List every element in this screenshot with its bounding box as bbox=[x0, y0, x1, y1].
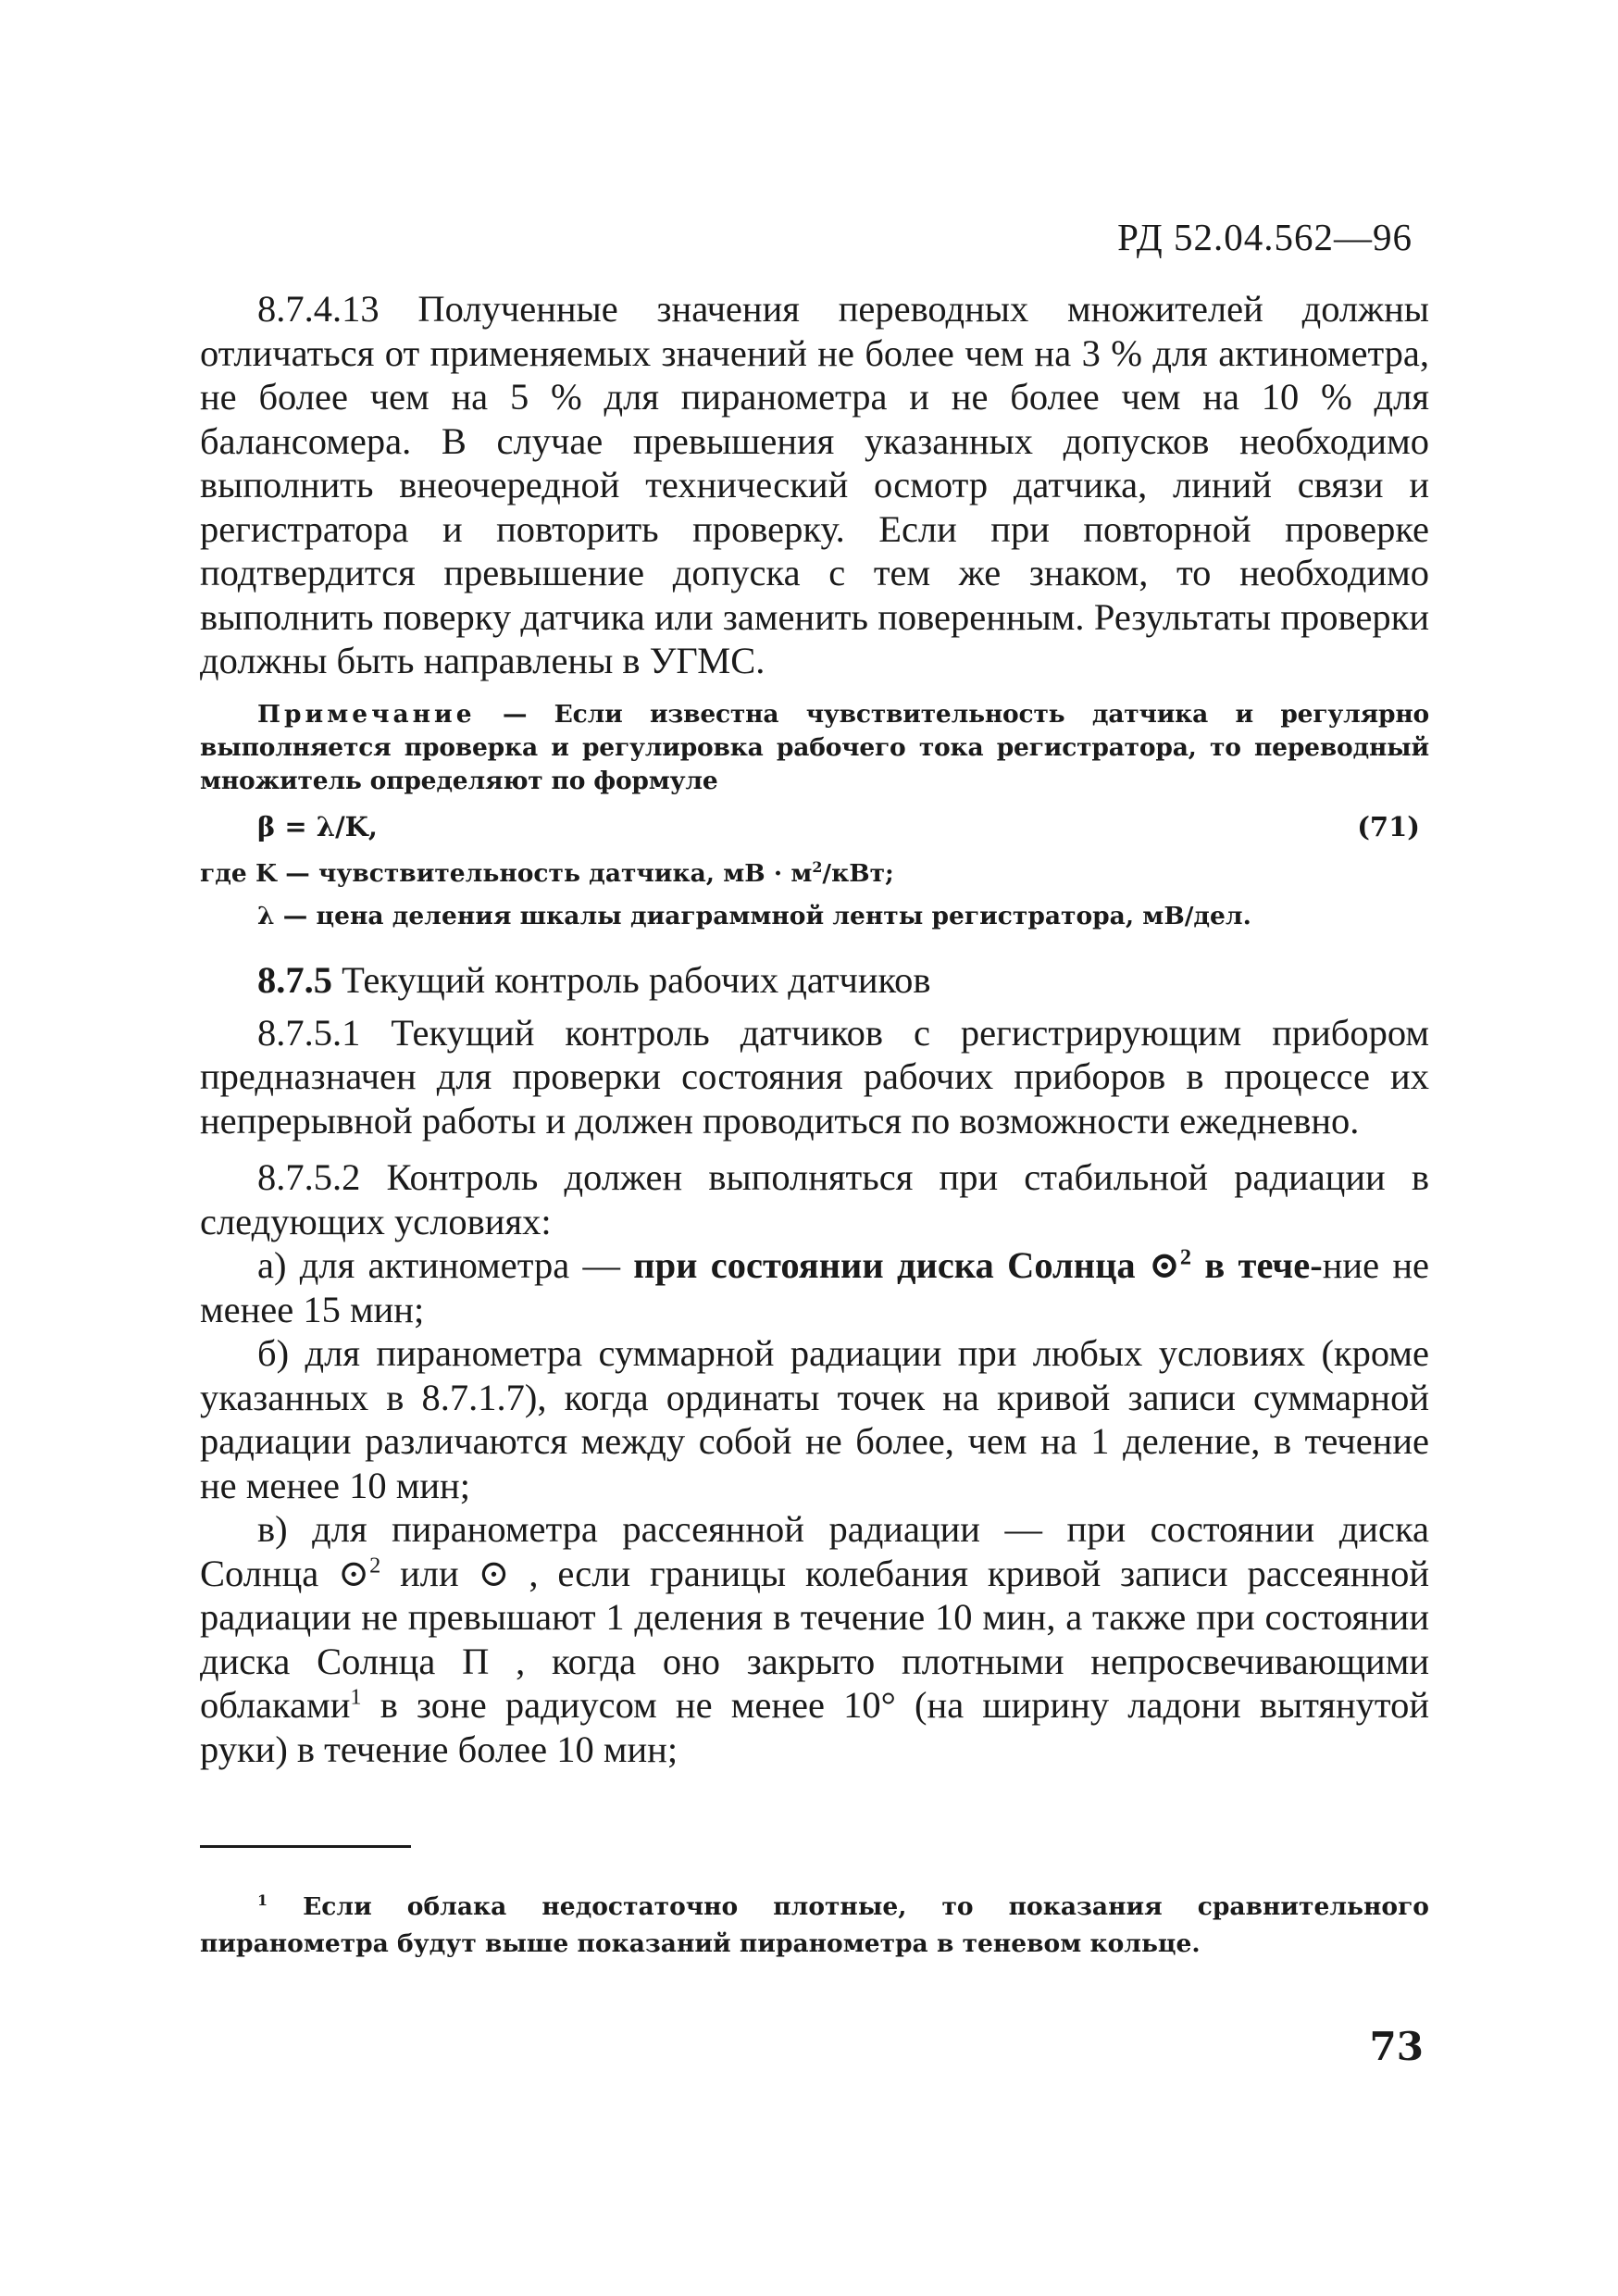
list-item-c bbox=[200, 1507, 1429, 1771]
item-c-footnote-marker: 1 bbox=[350, 1684, 362, 1710]
item-c-tail: в зоне радиусом не менее 10° (на ширину ладони вытянутой руки) в течение более 10 мин; bbox=[200, 1684, 1429, 1770]
section-heading-number: 8.7.5 bbox=[257, 958, 332, 1001]
footnote-text: Если облака недостаточно плотные, то показания сравнительного пиранометра будут выше показаний пиранометра в теневом кольце. bbox=[200, 1892, 1429, 1958]
paragraph-8-7-5-1: 8.7.5.1 Текущий контроль датчиков с регистрирующим прибором предназначен для проверки состояния рабочих приборов в процессе их непрерывной работы и должен проводиться по возможности ежедневно. bbox=[200, 1011, 1429, 1142]
footnote bbox=[200, 1889, 1429, 1963]
section-heading-8-7-5 bbox=[200, 957, 1429, 1004]
item-a-tail: ние не менее 15 мин; bbox=[200, 1244, 1429, 1330]
footnote-marker: 1 bbox=[257, 1891, 268, 1910]
formula-row bbox=[200, 804, 1429, 852]
footnote-separator bbox=[200, 1845, 411, 1848]
document-code: РД 52.04.562—96 bbox=[1117, 216, 1413, 258]
item-a-bold bbox=[633, 1244, 1322, 1286]
note-paragraph bbox=[200, 698, 1429, 798]
section-heading-title: Текущий контроль рабочих датчиков bbox=[332, 958, 931, 1001]
page-number: 73 bbox=[1369, 2024, 1424, 2069]
item-a-bold-text: при состоянии диска Солнца ⊙ bbox=[633, 1244, 1180, 1286]
item-c-text: в) для пиранометра рассеянной радиации — при состоянии диска Солнца ⊙ bbox=[200, 1508, 1429, 1594]
paragraph-8-7-5-2: 8.7.5.2 Контроль должен выполняться при стабильной радиации в следующих условиях: bbox=[200, 1156, 1429, 1242]
note-text: — Если известна чувствительность датчика и регулярно выполняется проверка и регулировка рабочего тока регистратора, то переводный множитель определяют по формуле bbox=[200, 699, 1429, 795]
formula-number: (71) bbox=[1357, 810, 1420, 842]
where-k-text: где K — чувствительность датчика, мВ · м bbox=[200, 858, 813, 888]
paragraph-8-7-4-13: 8.7.4.13 Полученные значения переводных множителей должны отличаться от применяемых значений не более чем на 3 % для актинометра, не более чем на 5 % для пиранометра и не более чем на 10 % для балансомера. В случае превышения указанных допусков необходимо выполнить внеочередной технический осмотр датчика, линий связи и регистратора и повторить проверку. Если при повторной проверке подтвердится превышение допуска с тем же знаком, то необходимо выполнить поверку датчика или заменить поверенным. Результаты проверки должны быть направлены в УГМС. bbox=[200, 288, 1429, 681]
list-item-b: б) для пиранометра суммарной радиации при любых условиях (кроме указанных в 8.7.1.7), когда ординаты точек на кривой записи суммарной радиации различаются между собой не более, чем на 1 деление, в течение не менее 10 мин; bbox=[200, 1332, 1429, 1506]
item-a-text: а) для актинометра — bbox=[257, 1244, 634, 1286]
note-label: Примечание bbox=[257, 699, 476, 729]
item-c-middle-text: или ⊙ , если границы колебания кривой записи рассеянной радиации не превышают 1 деления в течение 10 мин, а также при состоянии диска Солнца П , когда оно закрыто плотными непросвечивающими облаками bbox=[200, 1552, 1430, 1726]
document-body bbox=[200, 287, 1429, 1771]
item-a-bold-tail: в тече- bbox=[1191, 1244, 1323, 1286]
where-definition-k bbox=[200, 854, 1429, 894]
spacer bbox=[200, 1142, 1429, 1155]
list-item-a bbox=[200, 1243, 1429, 1331]
where-k-superscript: 2 bbox=[812, 857, 823, 876]
item-c-superscript: 2 bbox=[369, 1553, 381, 1578]
where-k-unit-tail: /кВт; bbox=[822, 858, 894, 888]
item-a-superscript: 2 bbox=[1179, 1244, 1192, 1270]
where-definition-lambda: λ — цена деления шкалы диаграммной ленты регистратора, мВ/дел. bbox=[257, 901, 1251, 930]
formula: β = λ/K, bbox=[257, 810, 378, 842]
